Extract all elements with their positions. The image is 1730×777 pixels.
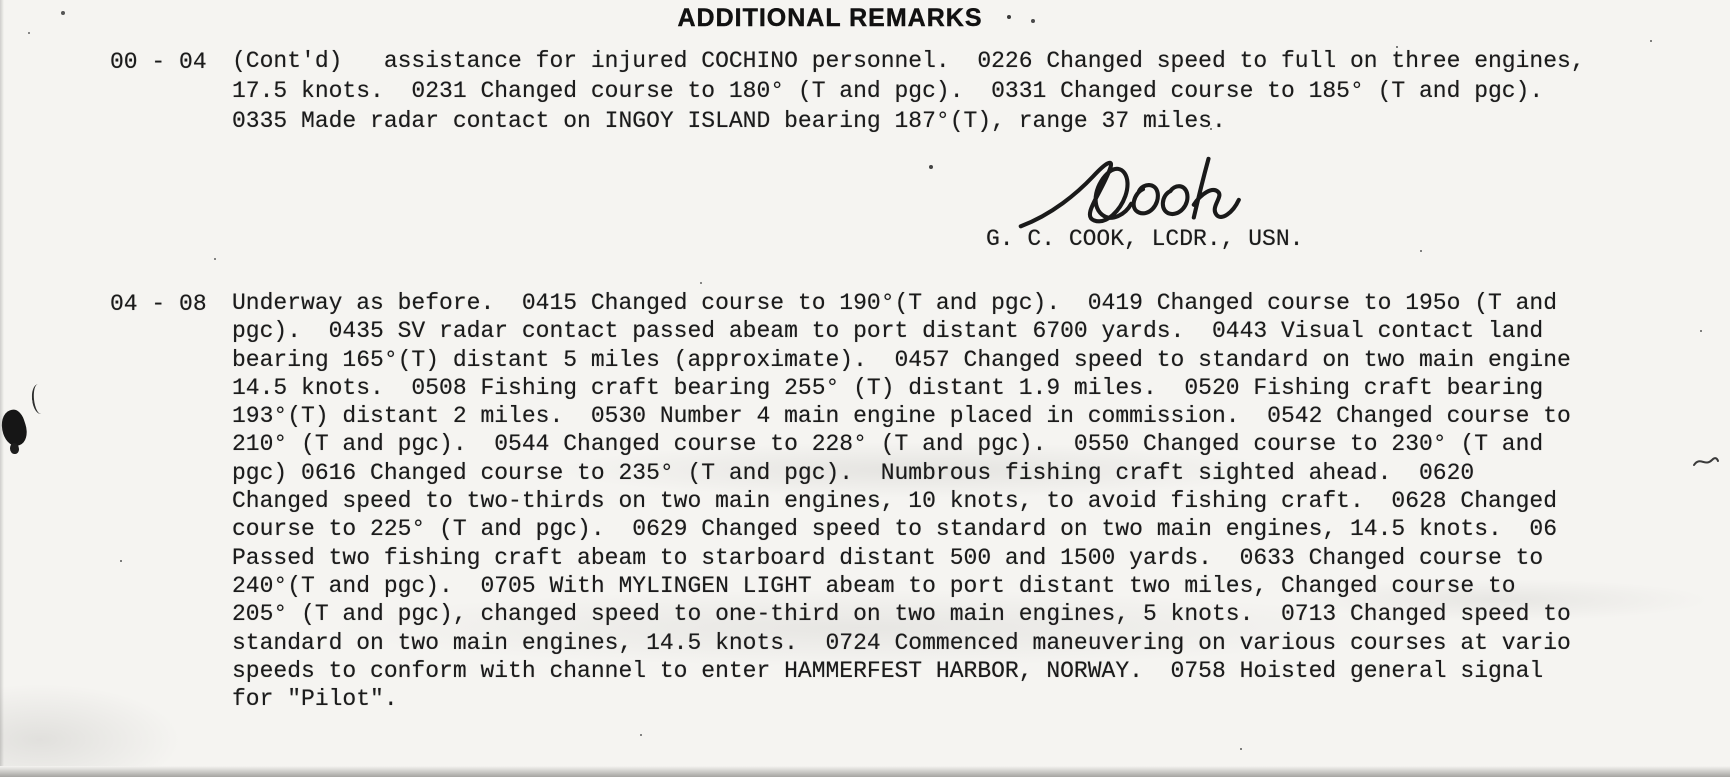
scan-edge-shadow [0,766,1730,777]
log-line: 17.5 knots. 0231 Changed course to 180° (T and pgc). 0331 Changed course to 185° (T and pgc). [232,78,1544,104]
entry-time-range-04-08: 04 - 08 [110,291,207,317]
log-line: 0335 Made radar contact on INGOY ISLAND bearing 187°(T), range 37 miles. [232,108,1226,134]
ink-blot-artifact [10,443,19,454]
log-line: Passed two fishing craft abeam to starboard distant 500 and 1500 yards. 0633 Changed course to [232,544,1544,571]
log-line: pgc). 0435 SV radar contact passed abeam to port distant 6700 yards. 0443 Visual contact land [232,318,1544,345]
log-line: course to 225° (T and pgc). 0629 Changed speed to standard on two main engines, 14.5 knots. 06 [232,516,1558,543]
log-line: 14.5 knots. 0508 Fishing craft bearing 255° (T) distant 1.9 miles. 0520 Fishing craft bearing [232,374,1544,401]
scan-edge-shadow [0,0,4,777]
entry-04-08-text [232,289,1571,713]
log-line: Changed speed to two-thirds on two main engines, 10 knots, to avoid fishing craft. 0628 Changed [232,488,1558,515]
margin-mark-artifact [1692,452,1720,472]
log-line: for "Pilot". [232,686,398,713]
log-line: (Cont'd) assistance for injured COCHINO personnel. 0226 Changed speed to full on three engines, [232,48,1585,74]
log-line: 240°(T and pgc). 0705 With MYLINGEN LIGHT abeam to port distant two miles, Changed course to [232,572,1516,599]
log-line: Underway as before. 0415 Changed course to 190°(T and pgc). 0419 Changed course to 195o (T and [232,290,1558,316]
pencil-mark-artifact [30,383,48,414]
entry-time-range-00-04: 00 - 04 [110,49,207,75]
log-line: standard on two main engines, 14.5 knots. 0724 Commenced maneuvering on various courses at vario [232,629,1571,656]
log-line: 205° (T and pgc), changed speed to one-third on two main engines, 5 knots. 0713 Changed speed to [232,601,1571,628]
log-line: bearing 165°(T) distant 5 miles (approximate). 0457 Changed speed to standard on two main engine [232,346,1571,373]
log-line: 193°(T) distant 2 miles. 0530 Number 4 main engine placed in commission. 0542 Changed course to [232,403,1571,430]
page-title: ADDITIONAL REMARKS [677,4,983,32]
entry-00-04-text [232,46,1585,136]
log-line: speeds to conform with channel to enter HAMMERFEST HARBOR, NORWAY. 0758 Hoisted general signal [232,657,1544,684]
log-line: pgc) 0616 Changed course to 235° (T and pgc). Numbrous fishing craft sighted ahead. 0620 [232,459,1475,486]
handwritten-signature [1012,150,1272,238]
log-line: 210° (T and pgc). 0544 Changed course to 228° (T and pgc). 0550 Changed course to 230° (T and [232,431,1544,458]
signature-typed-name: G. C. COOK, LCDR., USN. [986,226,1304,252]
